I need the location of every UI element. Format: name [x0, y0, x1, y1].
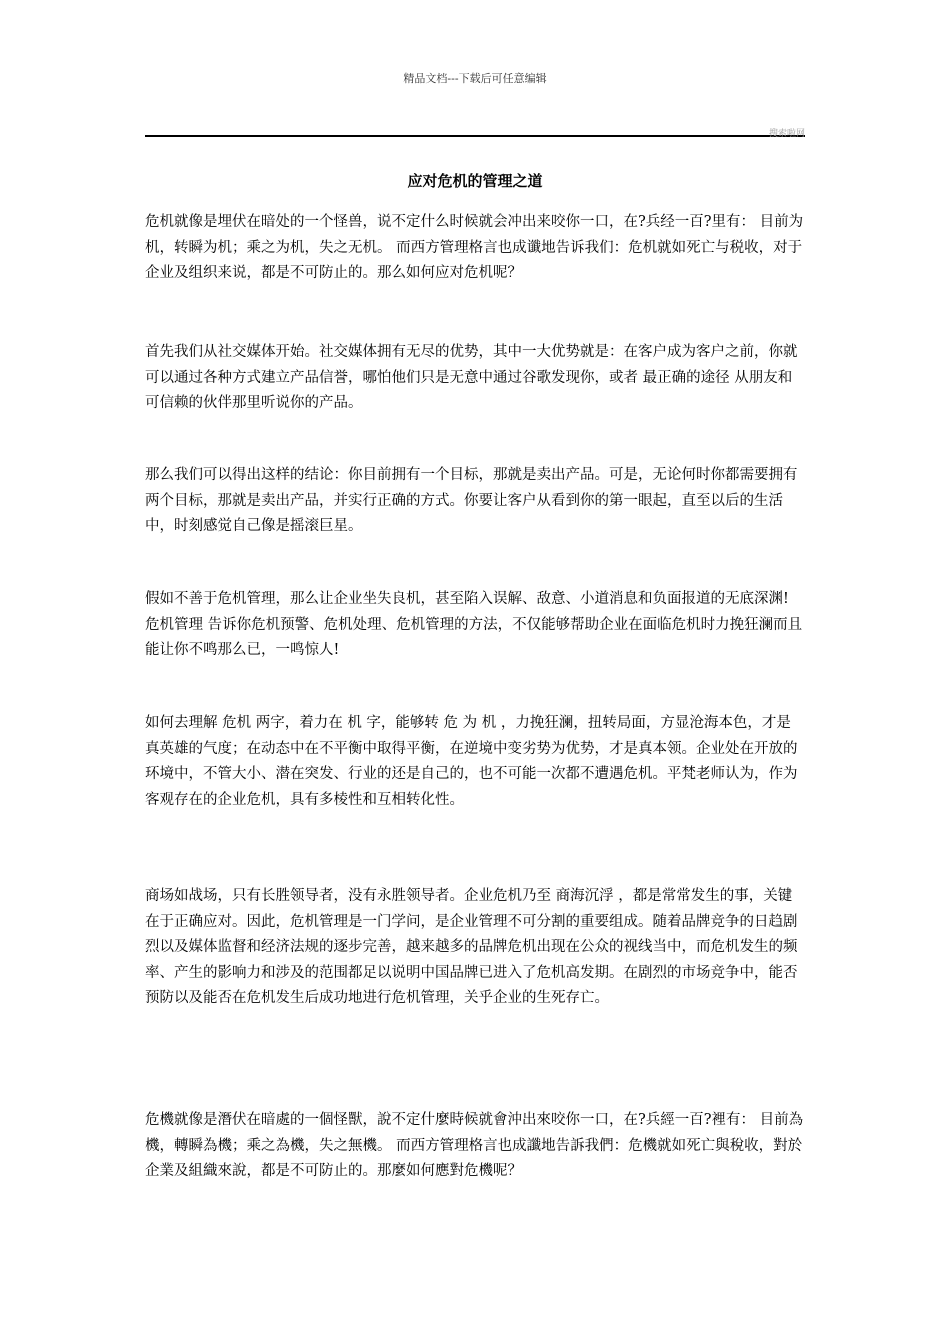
paragraph-2: 首先我们从社交媒体开始。社交媒体拥有无尽的优势，其中一大优势就是：在客户成为客户之前，你就可以通过各种方式建立产品信誉，哪怕他们只是无意中通过谷歌发现你，或者 最正确的途径 从朋友和可信赖的伙伴那里听说你的产品。 — [145, 344, 798, 411]
document-title: 应对危机的管理之道 — [407, 172, 543, 190]
header-note: 精品文档---下载后可任意编辑 — [403, 72, 547, 85]
paragraph-6: 商场如战场，只有长胜领导者，没有永胜领导者。企业危机乃至 商海沉浮 ，都是常常发生的事，关键在于正确应对。因此，危机管理是一门学问，是企业管理不可分割的重要组成。随着品牌竞争的日趋剧烈以及媒体监督和经济法规的逐步完善，越来越多的品牌危机出现在公众的视线当中，而危机发生的频率、产生的影响力和涉及的范围都足以说明中国品牌已进入了危机高发期。在剧烈的市场竞争中，能否预防以及能否在危机发生后成功地进行危机管理，关乎企业的生死存亡。 — [145, 888, 798, 1006]
watermark-text: 搜索啦网 — [768, 129, 805, 139]
paragraph-1: 危机就像是埋伏在暗处的一个怪兽，说不定什么时候就会冲出来咬你一口，在?兵经一百?里有： 目前为机，转瞬为机；乘之为机，失之无机。 而西方管理格言也成谶地告诉我们：危机就如死亡与税收，对于企业及组织来说，都是不可防止的。那么如何应对危机呢？ — [145, 214, 804, 281]
header-rule — [145, 135, 805, 137]
paragraph-3: 那么我们可以得出这样的结论：你目前拥有一个目标，那就是卖出产品。可是，无论何时你都需要拥有两个目标，那就是卖出产品，并实行正确的方式。你要让客户从看到你的第一眼起，直至以后的生活中，时刻感觉自己像是摇滚巨星。 — [145, 467, 798, 534]
paragraph-7: 危機就像是潛伏在暗處的一個怪獸，說不定什麼時候就會沖出來咬你一口，在?兵經一百?裡有： 目前為機，轉瞬為機；乘之為機，失之無機。 而西方管理格言也成讖地告訴我們：危機就如死亡與稅收，對於企業及組織來說，都是不可防止的。那麼如何應對危機呢？ — [145, 1112, 804, 1179]
paragraph-4: 假如不善于危机管理，那么让企业坐失良机，甚至陷入误解、敌意、小道消息和负面报道的无底深渊! 危机管理 告诉你危机预警、危机处理、危机管理的方法，不仅能够帮助企业在面临危机时力挽狂澜而且能让你不鸣那么已，一鸣惊人! — [145, 591, 803, 658]
paragraph-5: 如何去理解 危机 两字，着力在 机 字，能够转 危 为 机 ，力挽狂澜，扭转局面，方显沧海本色，才是真英雄的气度；在动态中在不平衡中取得平衡，在逆境中变劣势为优势，才是真本领。企业处在开放的环境中，不管大小、潜在突发、行业的还是自己的，也不可能一次都不遭遇危机。平梵老师认为，作为客观存在的企业危机，具有多棱性和互相转化性。 — [145, 715, 798, 808]
